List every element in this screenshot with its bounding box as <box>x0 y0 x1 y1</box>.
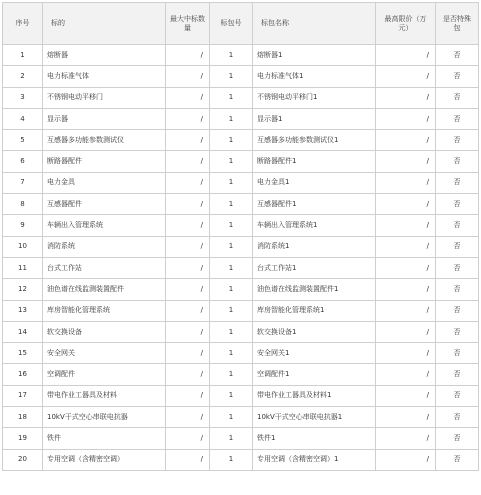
cell-max-price: / <box>376 321 436 342</box>
cell-special: 否 <box>436 257 479 278</box>
cell-special: 否 <box>436 172 479 193</box>
cell-seq: 7 <box>3 172 43 193</box>
cell-seq: 6 <box>3 151 43 172</box>
cell-max-bid: / <box>166 428 210 449</box>
cell-lot-no: 1 <box>210 300 253 321</box>
cell-seq: 11 <box>3 257 43 278</box>
cell-lot-name: 10kV干式空心串联电抗器1 <box>253 407 376 428</box>
procurement-table-container <box>2 2 478 471</box>
table-row <box>3 343 479 364</box>
cell-max-bid: / <box>166 215 210 236</box>
cell-lot-name: 显示器1 <box>253 108 376 129</box>
table-row <box>3 364 479 385</box>
cell-seq: 2 <box>3 66 43 87</box>
cell-lot-no: 1 <box>210 108 253 129</box>
table-row <box>3 194 479 215</box>
header-lot-no: 标包号 <box>210 3 253 45</box>
cell-special: 否 <box>436 321 479 342</box>
cell-lot-no: 1 <box>210 87 253 108</box>
cell-item: 10kV干式空心串联电抗器 <box>43 407 166 428</box>
cell-item: 电力标准气体 <box>43 66 166 87</box>
cell-item: 电力金具 <box>43 172 166 193</box>
cell-special: 否 <box>436 66 479 87</box>
cell-item: 空调配件 <box>43 364 166 385</box>
header-special: 是否特殊包 <box>436 3 479 45</box>
cell-max-bid: / <box>166 130 210 151</box>
table-body <box>3 45 479 471</box>
cell-special: 否 <box>436 45 479 66</box>
cell-max-bid: / <box>166 321 210 342</box>
cell-special: 否 <box>436 449 479 470</box>
cell-lot-name: 软交换设备1 <box>253 321 376 342</box>
cell-lot-no: 1 <box>210 364 253 385</box>
cell-item: 车辆出入管理系统 <box>43 215 166 236</box>
cell-special: 否 <box>436 236 479 257</box>
cell-lot-no: 1 <box>210 151 253 172</box>
cell-lot-no: 1 <box>210 385 253 406</box>
cell-lot-name: 安全网关1 <box>253 343 376 364</box>
cell-item: 互感器配件 <box>43 194 166 215</box>
cell-max-bid: / <box>166 385 210 406</box>
cell-max-bid: / <box>166 108 210 129</box>
cell-seq: 3 <box>3 87 43 108</box>
table-row <box>3 151 479 172</box>
cell-seq: 9 <box>3 215 43 236</box>
cell-seq: 19 <box>3 428 43 449</box>
cell-special: 否 <box>436 385 479 406</box>
cell-item: 库房智能化管理系统 <box>43 300 166 321</box>
cell-item: 不锈钢电动平移门 <box>43 87 166 108</box>
table-row <box>3 257 479 278</box>
cell-lot-no: 1 <box>210 215 253 236</box>
cell-max-price: / <box>376 172 436 193</box>
table-row <box>3 66 479 87</box>
cell-lot-name: 断路器配件1 <box>253 151 376 172</box>
table-row <box>3 45 479 66</box>
table-row <box>3 236 479 257</box>
cell-max-bid: / <box>166 343 210 364</box>
table-header <box>3 3 479 45</box>
cell-lot-no: 1 <box>210 66 253 87</box>
cell-lot-name: 熔断器1 <box>253 45 376 66</box>
cell-max-price: / <box>376 300 436 321</box>
cell-max-bid: / <box>166 300 210 321</box>
cell-lot-no: 1 <box>210 45 253 66</box>
header-max-price: 最高限价（万元） <box>376 3 436 45</box>
cell-max-price: / <box>376 66 436 87</box>
cell-lot-no: 1 <box>210 428 253 449</box>
cell-special: 否 <box>436 364 479 385</box>
cell-max-price: / <box>376 407 436 428</box>
cell-max-bid: / <box>166 279 210 300</box>
cell-special: 否 <box>436 215 479 236</box>
cell-special: 否 <box>436 108 479 129</box>
cell-max-price: / <box>376 343 436 364</box>
cell-max-bid: / <box>166 172 210 193</box>
cell-max-bid: / <box>166 66 210 87</box>
cell-max-bid: / <box>166 194 210 215</box>
cell-seq: 10 <box>3 236 43 257</box>
table-row <box>3 407 479 428</box>
header-lot-name: 标包名称 <box>253 3 376 45</box>
table-row <box>3 279 479 300</box>
cell-lot-no: 1 <box>210 321 253 342</box>
header-item: 标的 <box>43 3 166 45</box>
table-row <box>3 215 479 236</box>
cell-max-price: / <box>376 194 436 215</box>
cell-lot-name: 台式工作站1 <box>253 257 376 278</box>
cell-max-bid: / <box>166 151 210 172</box>
cell-item: 断路器配件 <box>43 151 166 172</box>
cell-lot-no: 1 <box>210 194 253 215</box>
table-row <box>3 449 479 470</box>
cell-special: 否 <box>436 130 479 151</box>
cell-seq: 5 <box>3 130 43 151</box>
cell-max-price: / <box>376 364 436 385</box>
cell-max-bid: / <box>166 87 210 108</box>
cell-lot-name: 油色谱在线监测装置配件1 <box>253 279 376 300</box>
table-row <box>3 300 479 321</box>
cell-seq: 17 <box>3 385 43 406</box>
cell-seq: 16 <box>3 364 43 385</box>
cell-lot-name: 电力金具1 <box>253 172 376 193</box>
cell-lot-name: 电力标准气体1 <box>253 66 376 87</box>
cell-special: 否 <box>436 87 479 108</box>
cell-special: 否 <box>436 407 479 428</box>
cell-max-bid: / <box>166 449 210 470</box>
cell-seq: 20 <box>3 449 43 470</box>
cell-lot-name: 空调配件1 <box>253 364 376 385</box>
cell-item: 安全网关 <box>43 343 166 364</box>
cell-max-bid: / <box>166 257 210 278</box>
cell-lot-no: 1 <box>210 257 253 278</box>
cell-max-price: / <box>376 87 436 108</box>
cell-seq: 15 <box>3 343 43 364</box>
table-row <box>3 385 479 406</box>
cell-lot-no: 1 <box>210 343 253 364</box>
cell-item: 显示器 <box>43 108 166 129</box>
cell-seq: 14 <box>3 321 43 342</box>
cell-max-price: / <box>376 257 436 278</box>
cell-item: 带电作业工器具及材料 <box>43 385 166 406</box>
procurement-table <box>2 2 479 471</box>
cell-max-price: / <box>376 215 436 236</box>
cell-lot-no: 1 <box>210 172 253 193</box>
cell-max-price: / <box>376 108 436 129</box>
cell-max-price: / <box>376 130 436 151</box>
cell-item: 台式工作站 <box>43 257 166 278</box>
cell-lot-name: 互感器多功能参数测试仪1 <box>253 130 376 151</box>
cell-seq: 8 <box>3 194 43 215</box>
cell-max-price: / <box>376 449 436 470</box>
table-row <box>3 108 479 129</box>
cell-lot-name: 互感器配件1 <box>253 194 376 215</box>
cell-special: 否 <box>436 300 479 321</box>
cell-max-bid: / <box>166 407 210 428</box>
table-row <box>3 87 479 108</box>
cell-lot-no: 1 <box>210 236 253 257</box>
cell-max-price: / <box>376 385 436 406</box>
cell-lot-name: 不锈钢电动平移门1 <box>253 87 376 108</box>
cell-lot-name: 车辆出入管理系统1 <box>253 215 376 236</box>
cell-item: 互感器多功能参数测试仪 <box>43 130 166 151</box>
cell-lot-name: 库房智能化管理系统1 <box>253 300 376 321</box>
cell-item: 油色谱在线监测装置配件 <box>43 279 166 300</box>
cell-seq: 13 <box>3 300 43 321</box>
cell-special: 否 <box>436 194 479 215</box>
cell-item: 铁件 <box>43 428 166 449</box>
cell-max-bid: / <box>166 364 210 385</box>
cell-item: 消防系统 <box>43 236 166 257</box>
cell-seq: 4 <box>3 108 43 129</box>
cell-seq: 12 <box>3 279 43 300</box>
table-row <box>3 321 479 342</box>
table-row <box>3 172 479 193</box>
table-row <box>3 130 479 151</box>
cell-lot-name: 带电作业工器具及材料1 <box>253 385 376 406</box>
cell-max-price: / <box>376 428 436 449</box>
cell-special: 否 <box>436 151 479 172</box>
cell-lot-name: 铁件1 <box>253 428 376 449</box>
cell-max-price: / <box>376 151 436 172</box>
cell-seq: 1 <box>3 45 43 66</box>
cell-seq: 18 <box>3 407 43 428</box>
cell-item: 专用空调（含精密空调） <box>43 449 166 470</box>
cell-special: 否 <box>436 343 479 364</box>
cell-special: 否 <box>436 428 479 449</box>
cell-lot-no: 1 <box>210 130 253 151</box>
cell-item: 软交换设备 <box>43 321 166 342</box>
cell-max-price: / <box>376 236 436 257</box>
table-row <box>3 428 479 449</box>
cell-lot-name: 专用空调（含精密空调）1 <box>253 449 376 470</box>
cell-max-price: / <box>376 279 436 300</box>
header-seq: 序号 <box>3 3 43 45</box>
header-max-bid: 最大中标数量 <box>166 3 210 45</box>
cell-max-bid: / <box>166 45 210 66</box>
header-row <box>3 3 479 45</box>
cell-max-price: / <box>376 45 436 66</box>
cell-lot-no: 1 <box>210 449 253 470</box>
cell-lot-no: 1 <box>210 279 253 300</box>
cell-special: 否 <box>436 279 479 300</box>
cell-max-bid: / <box>166 236 210 257</box>
cell-lot-name: 消防系统1 <box>253 236 376 257</box>
cell-lot-no: 1 <box>210 407 253 428</box>
cell-item: 熔断器 <box>43 45 166 66</box>
